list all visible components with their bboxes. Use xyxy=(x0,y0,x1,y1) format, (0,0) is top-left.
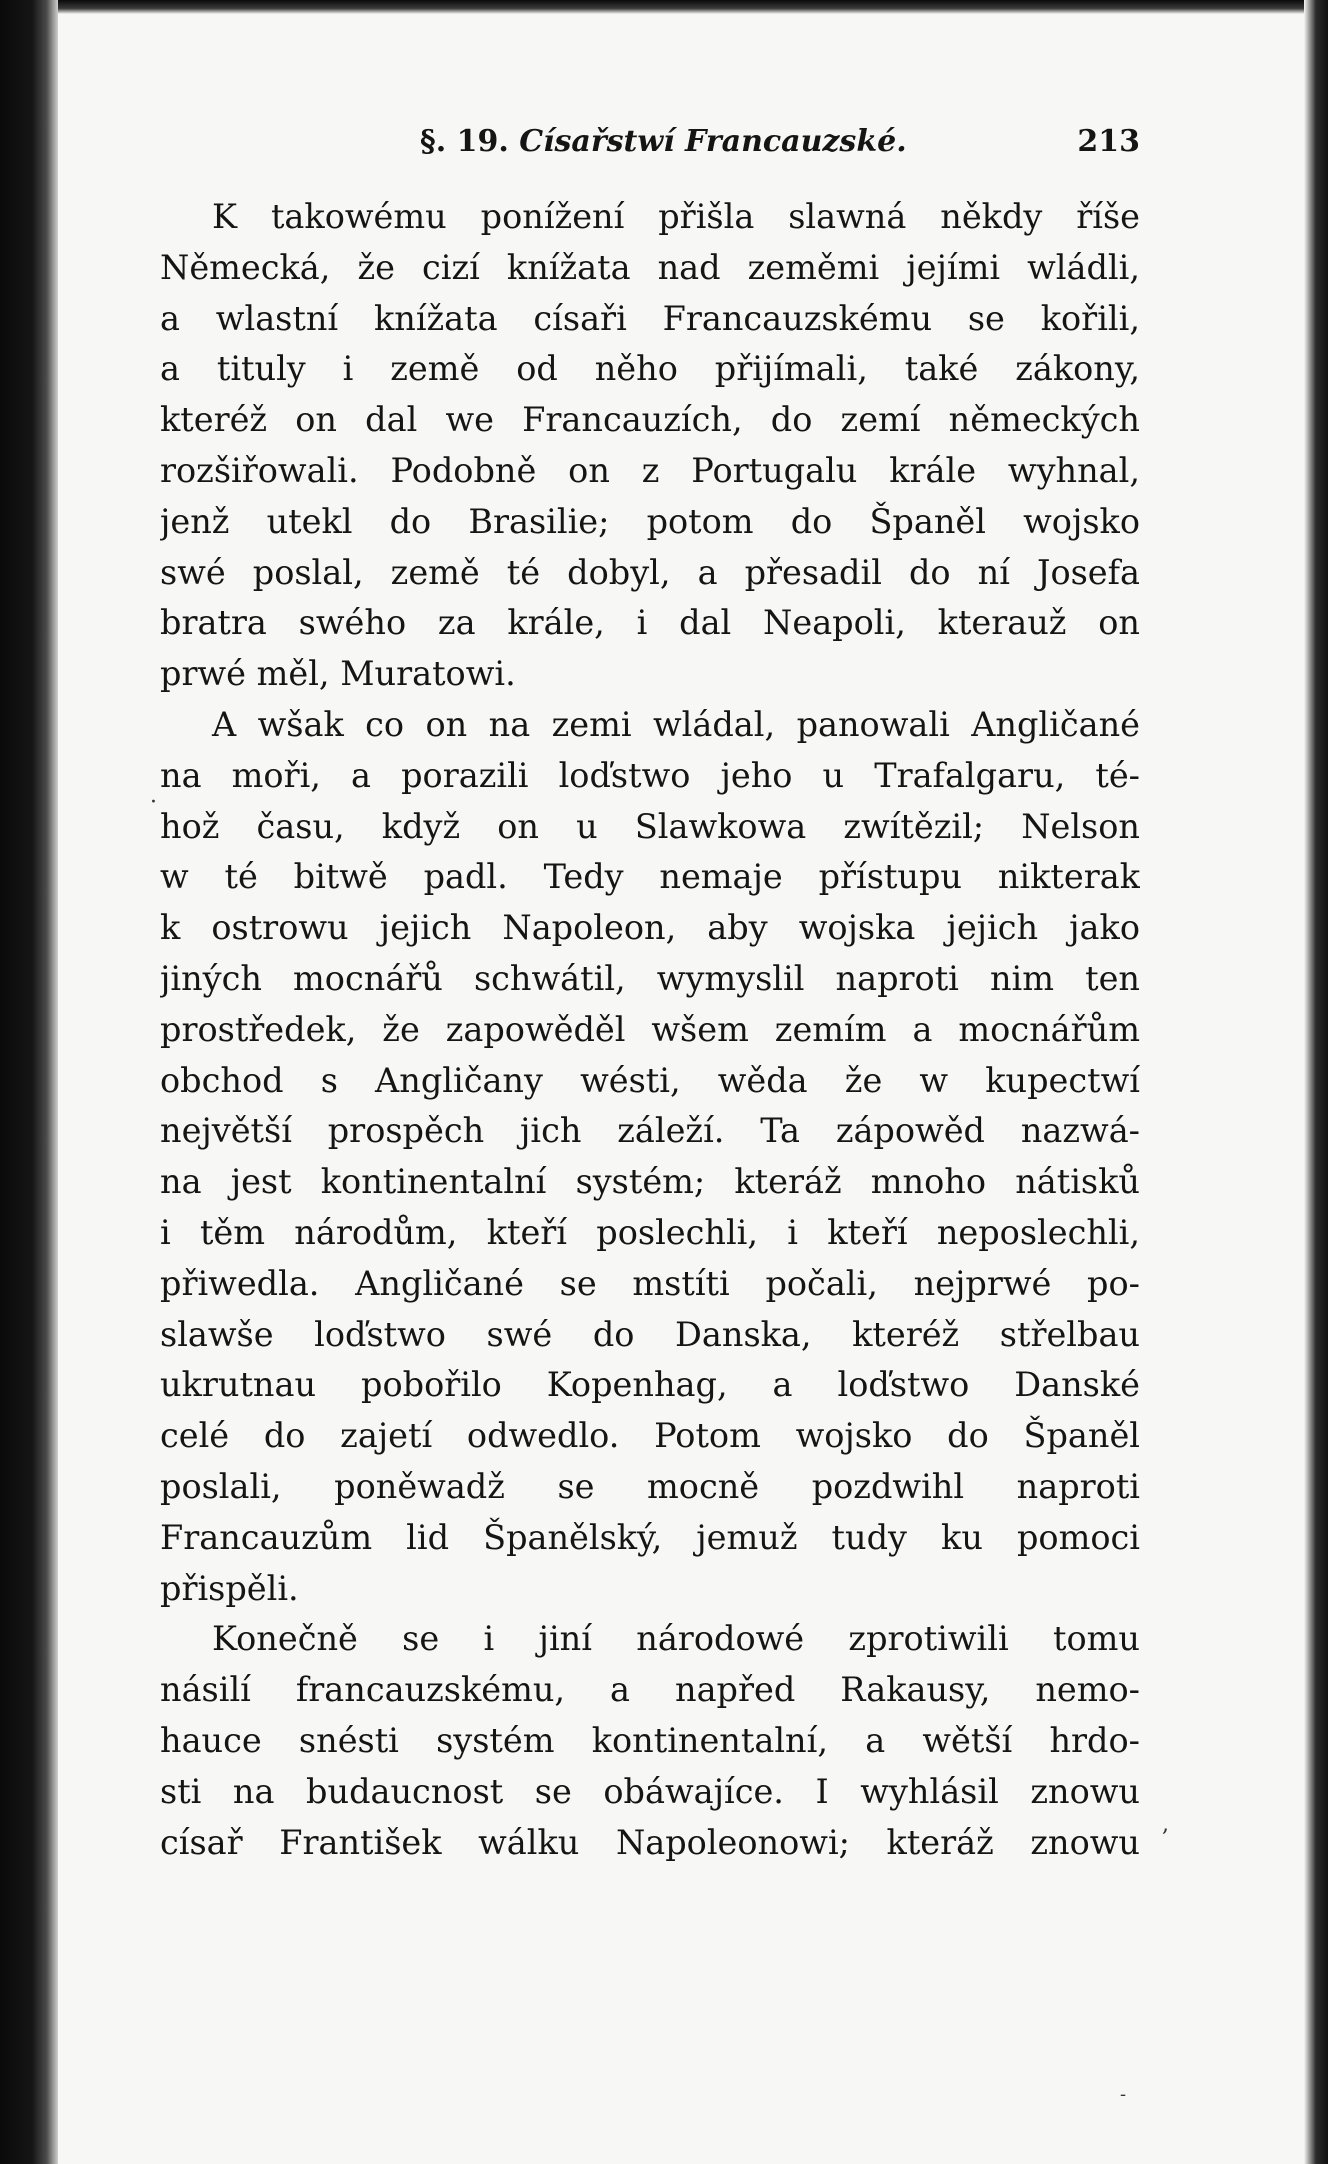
text-line: jenž utekl do Brasilie; potom do Španěl wojsko xyxy=(160,501,1140,541)
text-line: Konečně se i jiní národowé zprotiwili tomu xyxy=(212,1619,1140,1659)
scan-edge-top xyxy=(0,0,1328,14)
text-line: obchod s Angličany wésti, wěda že w kupectwí xyxy=(160,1060,1140,1100)
scan-edge-right xyxy=(1304,0,1328,2164)
text-line: swé poslal, země té dobyl, a přesadil do ní Josefa xyxy=(160,552,1140,592)
scan-speck: , xyxy=(1162,1812,1169,1837)
text-line: přispěli. xyxy=(160,1568,299,1608)
scan-speck: - xyxy=(1120,2084,1127,2105)
text-line: w té bitwě padl. Tedy nemaje přístupu nikterak xyxy=(160,857,1140,897)
text-line: největší prospěch jich záleží. Ta zápowěd nazwá- xyxy=(160,1111,1140,1151)
scan-edge-left xyxy=(0,0,58,2164)
chapter-title: Císařstwí Francauzské. xyxy=(519,124,907,159)
text-line: Německá, že cizí knížata nad zeměmi jejími wládli, xyxy=(160,247,1140,287)
text-line: sti na budaucnost se obáwajíce. I wyhlásil znowu xyxy=(160,1771,1140,1811)
text-line: hauce snésti systém kontinentalní, a wětší hrdo- xyxy=(160,1720,1140,1760)
text-line: ukrutnau pobořilo Kopenhag, a loďstwo Danské xyxy=(160,1365,1140,1405)
text-line: rozšiřowali. Podobně on z Portugalu krále wyhnal, xyxy=(160,450,1140,490)
text-line: a tituly i země od něho přijímali, také zákony, xyxy=(160,349,1140,389)
text-line: hož času, když on u Slawkowa zwítězil; Nelson xyxy=(160,806,1140,846)
text-line: na moři, a porazili loďstwo jeho u Trafalgaru, té- xyxy=(160,755,1140,795)
text-line: Francauzům lid Španělský, jemuž tudy ku pomoci xyxy=(160,1517,1140,1557)
text-line: slawše loďstwo swé do Danska, kteréž střelbau xyxy=(160,1314,1140,1354)
text-line: i těm národům, kteří poslechli, i kteří neposlechli, xyxy=(160,1212,1140,1252)
body-text xyxy=(160,192,1140,1868)
text-line: k ostrowu jejich Napoleon, aby wojska jejich jako xyxy=(160,908,1140,948)
text-line: kteréž on dal we Francauzích, do zemí německých xyxy=(160,400,1140,440)
running-head-title xyxy=(420,124,907,159)
text-line: na jest kontinentalní systém; kteráž mnoho nátisků xyxy=(160,1162,1140,1202)
running-head xyxy=(160,124,1140,174)
text-line: císař František wálku Napoleonowi; kteráž znowu xyxy=(160,1822,1140,1862)
text-line: bratra swého za krále, i dal Neapoli, kterauž on xyxy=(160,603,1140,643)
page-content xyxy=(160,124,1140,1868)
scan-speck: · xyxy=(150,790,157,815)
text-line: A wšak co on na zemi wládal, panowali Angličané xyxy=(212,704,1140,744)
section-number: §. 19. xyxy=(420,124,509,159)
text-line: násilí francauzskému, a napřed Rakausy, nemo- xyxy=(160,1670,1140,1710)
text-line: jiných mocnářů schwátil, wymyslil naproti nim ten xyxy=(160,958,1140,998)
text-line: prostředek, že zapowěděl wšem zemím a mocnářům xyxy=(160,1009,1140,1049)
text-line: a wlastní knížata císaři Francauzskému se kořili, xyxy=(160,298,1140,338)
text-line: prwé měl, Muratowi. xyxy=(160,654,516,694)
text-line: celé do zajetí odwedlo. Potom wojsko do Španěl xyxy=(160,1416,1140,1456)
text-line: poslali, poněwadž se mocně pozdwihl naproti xyxy=(160,1466,1140,1506)
text-line: přiwedla. Angličané se mstíti počali, nejprwé po- xyxy=(160,1263,1140,1303)
text-line: K takowému ponížení přišla slawná někdy říše xyxy=(212,197,1140,236)
page-number: 213 xyxy=(1077,124,1140,159)
